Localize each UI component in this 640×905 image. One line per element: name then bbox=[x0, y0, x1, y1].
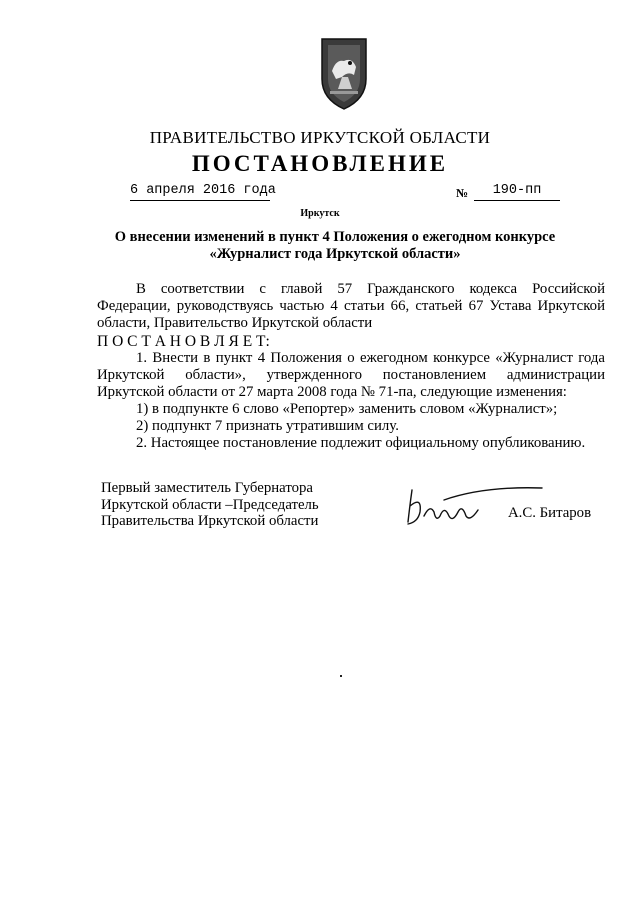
position-line-3: Правительства Иркутской области bbox=[101, 513, 319, 529]
number-sign: № bbox=[456, 186, 469, 200]
title-line-2: «Журналист года Иркутской области» bbox=[209, 246, 461, 262]
paragraph-1-line-1: В соответствии с главой 57 Гражданского кодекса Российской bbox=[136, 281, 605, 297]
document-type: ПОСТАНОВЛЕНИЕ bbox=[191, 151, 449, 176]
resolves-heading: П О С Т А Н О В Л Я Е Т: bbox=[97, 333, 270, 350]
position-line-2: Иркутской области –Председатель bbox=[101, 496, 319, 513]
title-line-1: О внесении изменений в пункт 4 Положения о ежегодном конкурсе bbox=[114, 229, 556, 245]
document-number: 190-пп bbox=[474, 182, 560, 201]
document-date: 6 апреля 2016 года bbox=[130, 182, 270, 201]
paragraph-1-line-3: области, Правительство Иркутской области bbox=[97, 315, 373, 331]
city-name: Иркутск bbox=[300, 208, 340, 219]
paragraph-1-line-2: Федерации, руководствуясь частью 4 статьи 66, статьей 67 Устава Иркутской bbox=[97, 298, 605, 314]
item-1-line-3: Иркутской области от 27 марта 2008 года № 71-па, следующие изменения: bbox=[97, 384, 567, 400]
item-2: 2. Настоящее постановление подлежит официальному опубликованию. bbox=[136, 435, 586, 451]
item-1-line-2: Иркутской области», утвержденного постановлением администрации bbox=[97, 367, 605, 383]
signatory-position bbox=[101, 480, 361, 530]
subitem-1: 1) в подпункте 6 слово «Репортер» заменить словом «Журналист»; bbox=[136, 401, 558, 417]
subitem-2: 2) подпункт 7 признать утратившим силу. bbox=[136, 418, 399, 434]
document-title bbox=[100, 229, 570, 263]
organization-name: ПРАВИТЕЛЬСТВО ИРКУТСКОЙ ОБЛАСТИ bbox=[149, 128, 491, 147]
position-line-1: Первый заместитель Губернатора bbox=[101, 480, 313, 496]
item-1-line-1: 1. Внести в пункт 4 Положения о ежегодном конкурсе «Журналист года bbox=[136, 350, 605, 366]
scan-speck bbox=[340, 675, 342, 677]
signatory-name: А.С. Битаров bbox=[508, 505, 592, 521]
coat-of-arms-emblem bbox=[312, 35, 376, 111]
